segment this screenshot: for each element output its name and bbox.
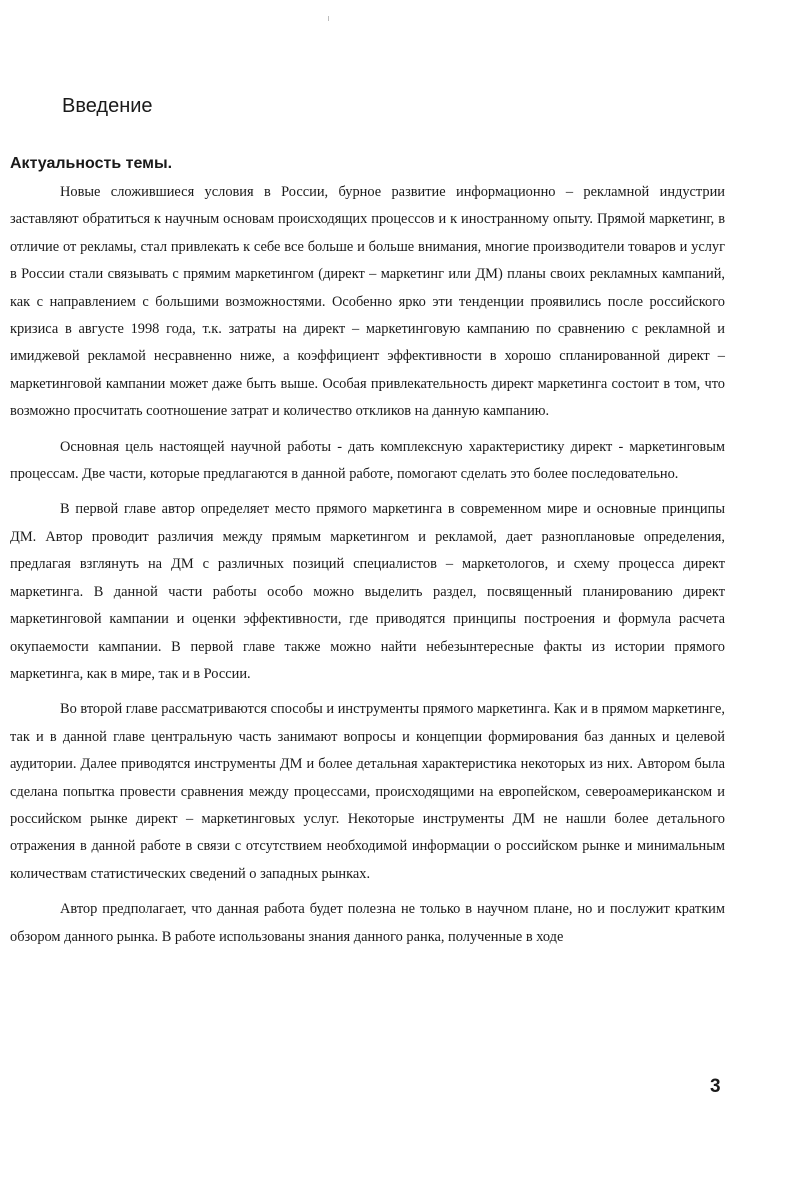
paragraph: Во второй главе рассматриваются способы и инструменты прямого маркетинга. Как и в прямом маркетинге, так и в данной главе центральную часть занимают вопросы и концепции формирования баз данных и целевой аудитории. Далее приводятся инструменты ДМ и более детальная характеристика некоторых из них. Автором была сделана попытка провести сравнения между процессами, происходящими на европейском, североамериканском и российском рынке директ – маркетинговых услуг. Некоторые инструменты ДМ не нашли более детального отражения в данной работе в связи с отсутствием необходимой информации о российском рынке и минимальным количествам статистических сведений о западных рынках. <box>10 701 726 882</box>
body-text <box>10 179 725 959</box>
chapter-title: Введение <box>62 95 153 117</box>
paragraph: Новые сложившиеся условия в России, бурное развитие информационно – рекламной индустрии заставляют обратиться к научным основам происходящих процессов и к иностранному опыту. Прямой маркетинг, в отличие от рекламы, стал привлекать к себе все больше и больше внимания, многие производители товаров и услуг в России стали связывать с прямим маркетингом (директ – маркетинг или ДМ) планы своих рекламных кампаний, как с направлением с большими возможностями. Особенно ярко эти тенденции проявились после российского кризиса в августе 1998 года, т.к. затраты на директ – маркетинговую кампанию по сравнению с рекламной и имиджевой рекламой несравненно ниже, а коэффициент эффективности в хорошо спланированной директ – маркетинговой кампании может даже быть выше. Особая привлекательность директ маркетинга состоит в том, что возможно просчитать соотношение затрат и количество откликов на данную кампанию. <box>10 184 725 420</box>
page-number: 3 <box>710 1076 721 1097</box>
section-title: Актуальность темы. <box>10 155 173 172</box>
paragraph: Автор предполагает, что данная работа будет полезна не только в научном плане, но и послужит кратким обзором данного рынка. В работе использованы знания данного ранка, полученные в ходе <box>10 901 725 945</box>
paragraph: В первой главе автор определяет место прямого маркетинга в современном мире и основные принципы ДМ. Автор проводит различия между прямым маркетингом и рекламой, дает разноплановые определения, предлагая взглянуть на ДМ с различных позиций специалистов – маркетологов, и схему процесса директ маркетинга. В данной части работы особо можно выделить раздел, посвященный планированию директ маркетинговой кампании и оценки эффективности, где приводятся принципы построения и формула расчета окупаемости кампании. В первой главе также можно найти небезынтересные факты из истории прямого маркетинга, как в мире, так и в России. <box>10 501 725 682</box>
scan-artifact <box>328 16 329 21</box>
paragraph: Основная цель настоящей научной работы - дать комплексную характеристику директ - маркетинговым процессам. Две части, которые предлагаются в данной работе, помогают сделать это более последовательно. <box>10 438 725 483</box>
